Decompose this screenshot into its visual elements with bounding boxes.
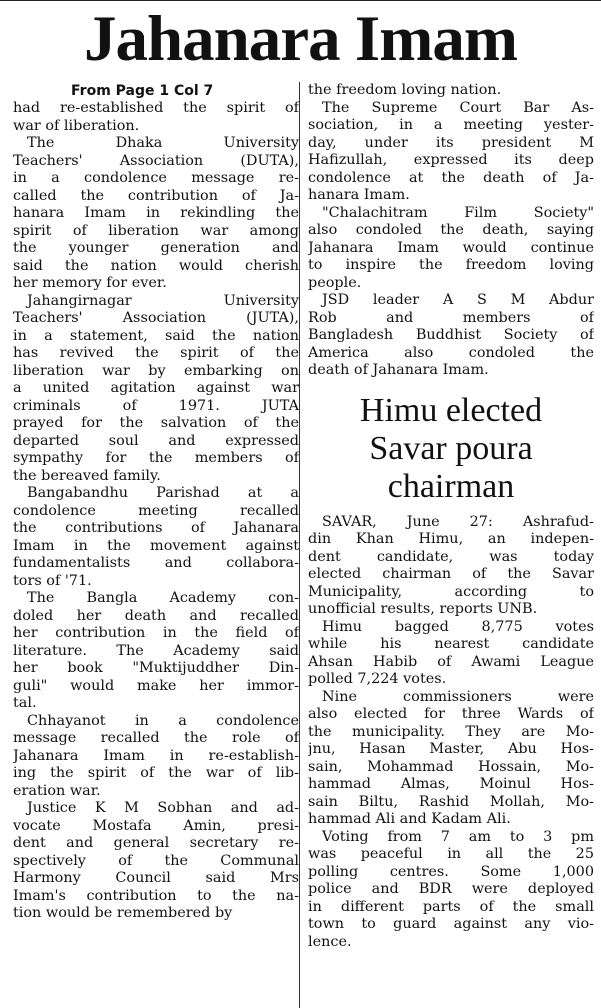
- text-line: Justice K M Sobhan and ad-: [27, 800, 299, 816]
- text-line: spectively of the Communal: [13, 852, 299, 869]
- text-line: Bangladesh Buddhist Society of: [308, 327, 594, 343]
- text-line: said the nation would cherish: [13, 257, 299, 274]
- text-line: Nine commissioners were: [322, 688, 594, 705]
- text-line: fundamentalists and collabora-: [13, 555, 299, 571]
- text-line: sympathy for the members of: [13, 450, 299, 466]
- text-line: day, under its president M: [308, 134, 594, 151]
- text-line: condolence meeting recalled: [13, 502, 299, 519]
- article-paragraph: [308, 205, 594, 293]
- jump-line: From Page 1 Col 7: [71, 83, 214, 99]
- left-column: [13, 82, 299, 923]
- left-column-body: [13, 100, 299, 923]
- sub-headline-line: Savar poura: [369, 429, 533, 467]
- text-line: message recalled the role of: [13, 730, 299, 746]
- text-line: a united agitation against war: [13, 380, 299, 396]
- text-line: Ahsan Habib of Awami League: [308, 653, 594, 670]
- text-line: dent and general secretary re-: [13, 835, 299, 851]
- right-column: [308, 82, 594, 951]
- article-paragraph: [308, 514, 594, 619]
- text-line: Imam's contribution to the na-: [13, 887, 299, 904]
- text-line: The Supreme Court Bar As-: [322, 99, 594, 116]
- text-line: tion would be remembered by: [13, 905, 233, 921]
- text-line: sociation, in a meeting yester-: [308, 117, 594, 133]
- text-line: Hafizullah, expressed its deep: [308, 152, 594, 168]
- article-paragraph: [308, 100, 594, 205]
- article-paragraph: [13, 293, 299, 486]
- text-line: vocate Mostafa Amin, presi-: [13, 817, 299, 834]
- article-paragraph: [13, 100, 299, 135]
- text-line: tors of '71.: [13, 572, 92, 589]
- text-line: the contributions of Jahanara: [13, 520, 299, 536]
- text-line: war of liberation.: [13, 117, 140, 134]
- article-paragraph: [308, 689, 594, 829]
- text-line: Chhayanot in a condolence: [27, 712, 299, 729]
- text-line: Imam in the movement against: [13, 537, 299, 554]
- text-line: in a condolence message re-: [13, 170, 299, 186]
- article-paragraph: [13, 713, 299, 801]
- text-line: the municipality. They are Mo-: [308, 723, 594, 740]
- text-line: unofficial results, reports UNB.: [308, 601, 538, 617]
- text-line: in a statement, said the nation: [13, 327, 299, 344]
- text-line: literature. The Academy said: [13, 642, 299, 659]
- text-line: JSD leader A S M Abdur: [322, 292, 594, 308]
- article-paragraph: [13, 800, 299, 923]
- text-line: Jahanara Imam in re-establish-: [13, 747, 299, 764]
- text-line: Jahanara Imam would continue: [308, 239, 594, 256]
- headline: Jahanara Imam: [84, 3, 517, 75]
- sub-headline-line: Himu elected: [359, 391, 543, 429]
- article-paragraph: [308, 619, 594, 689]
- text-line: tal.: [13, 695, 37, 711]
- text-line: liberation war by embarking on: [13, 362, 299, 379]
- article-paragraph: [308, 82, 594, 100]
- article-paragraph: [308, 292, 594, 380]
- article-paragraph: [13, 590, 299, 713]
- article-paragraph: [13, 485, 299, 590]
- column-rule: [299, 82, 300, 1008]
- text-line: The Bangla Academy con-: [27, 590, 299, 606]
- text-line: her memory for ever.: [13, 275, 167, 291]
- text-line: lence.: [308, 933, 352, 950]
- sub-headline: [308, 392, 594, 506]
- text-line: the bereaved family.: [13, 467, 161, 484]
- text-line: has revived the spirit of the: [13, 345, 299, 361]
- text-line: her contribution in the field of: [13, 625, 299, 641]
- text-line: had re-established the spirit of: [13, 100, 299, 116]
- text-line: hanara Imam in rekindling the: [13, 205, 299, 221]
- text-line: polling centres. Some 1,000: [308, 863, 594, 880]
- text-line: Himu bagged 8,775 votes: [322, 618, 594, 635]
- text-line: the younger generation and: [13, 240, 299, 256]
- text-line: people.: [308, 274, 362, 291]
- text-line: jnu, Hasan Master, Abu Hos-: [308, 741, 594, 757]
- text-line: eration war.: [13, 782, 101, 799]
- text-line: in different parts of the small: [308, 898, 594, 915]
- text-line: criminals of 1971. JUTA: [13, 397, 299, 414]
- text-line: ing the spirit of the war of lib-: [13, 765, 299, 781]
- text-line: elected chairman of the Savar: [308, 566, 594, 582]
- text-line: The Dhaka University: [27, 135, 299, 151]
- text-line: dent candidate, was today: [308, 548, 594, 565]
- text-line: departed soul and expressed: [13, 432, 299, 449]
- text-line: the freedom loving nation.: [308, 82, 502, 98]
- text-line: police and BDR were deployed: [308, 881, 594, 897]
- text-line: SAVAR, June 27: Ashrafud-: [322, 513, 594, 530]
- text-line: Jahangirnagar University: [27, 292, 299, 309]
- text-line: "Chalachitram Film Society": [322, 204, 594, 221]
- article-paragraph: [13, 135, 299, 293]
- text-line: spirit of liberation war among: [13, 222, 299, 239]
- text-line: hammad Ali and Kadam Ali.: [308, 811, 511, 827]
- right-column-body: [308, 82, 594, 380]
- text-line: din Khan Himu, an indepen-: [308, 531, 594, 547]
- text-line: Municipality, according to: [308, 583, 594, 600]
- text-line: called the contribution of Ja-: [13, 187, 299, 204]
- text-line: while his nearest candidate: [308, 636, 594, 652]
- text-line: prayed for the salvation of the: [13, 415, 299, 431]
- text-line: sain Biltu, Rashid Mollah, Mo-: [308, 793, 594, 810]
- text-line: town to guard against any vio-: [308, 916, 594, 932]
- text-line: death of Jahanara Imam.: [308, 362, 489, 378]
- text-line: was peaceful in all the 25: [308, 846, 594, 862]
- text-line: hammad Almas, Moinul Hos-: [308, 776, 594, 792]
- text-line: hanara Imam.: [308, 187, 410, 203]
- text-line: America also condoled the: [308, 344, 594, 361]
- text-line: Harmony Council said Mrs: [13, 870, 299, 886]
- text-line: guli" would make her immor-: [13, 677, 299, 694]
- text-line: also elected for three Wards of: [308, 706, 594, 722]
- text-line: sain, Mohammad Hossain, Mo-: [308, 758, 594, 775]
- text-line: condolence at the death of Ja-: [308, 169, 594, 186]
- text-line: Voting from 7 am to 3 pm: [322, 828, 594, 845]
- text-line: Teachers' Association (DUTA),: [13, 152, 299, 169]
- sub-headline-line: chairman: [387, 467, 515, 505]
- text-line: Teachers' Association (JUTA),: [13, 310, 299, 326]
- text-line: to inspire the freedom loving: [308, 257, 594, 273]
- article-paragraph: [308, 829, 594, 952]
- text-line: her book "Muktijuddher Din-: [13, 660, 299, 676]
- text-line: Bangabandhu Parishad at a: [27, 485, 299, 501]
- text-line: also condoled the death, saying: [308, 222, 594, 238]
- text-line: doled her death and recalled: [13, 607, 299, 624]
- himu-story-body: [308, 514, 594, 952]
- text-line: Rob and members of: [308, 309, 594, 326]
- text-line: polled 7,224 votes.: [308, 671, 447, 687]
